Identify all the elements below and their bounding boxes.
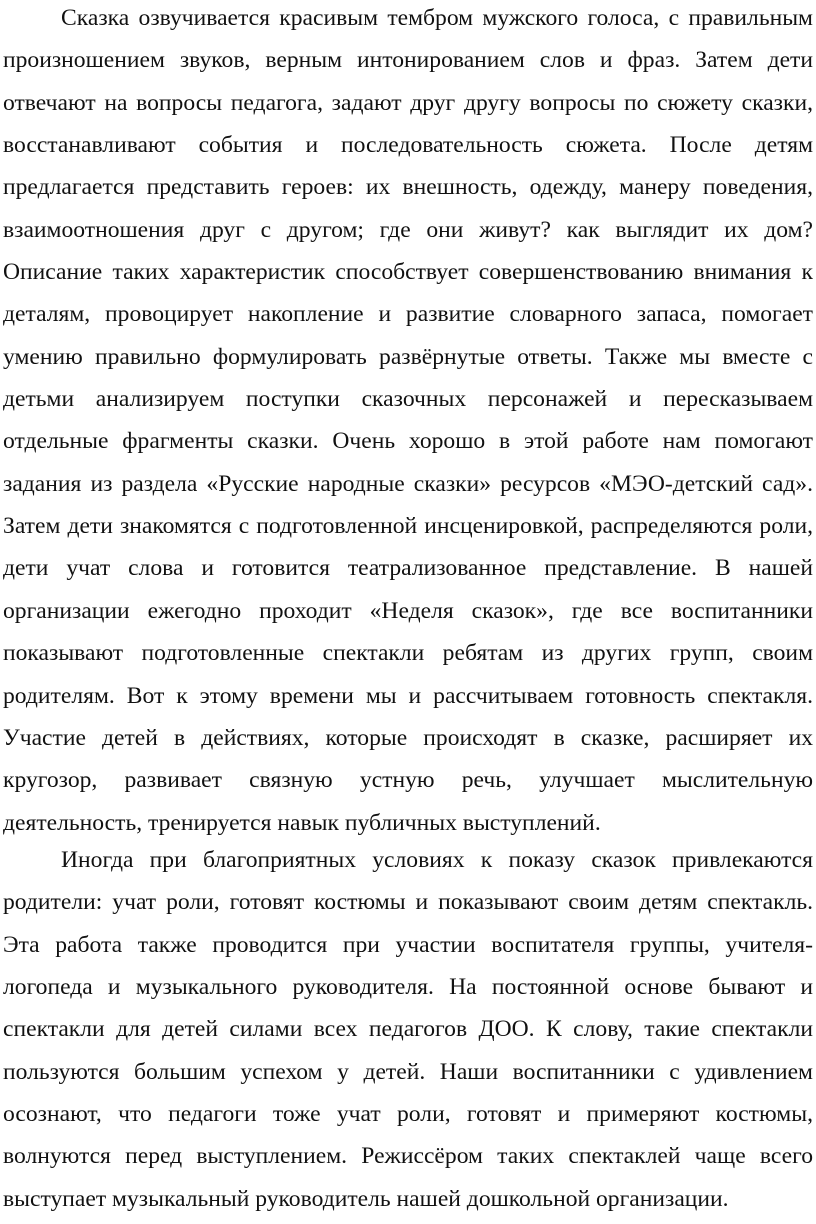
paragraph-fairy-tale-method: Сказка озвучивается красивым тембром мужского голоса, с правильным произношением звуков, верным интонированием слов и фраз. Затем дети отвечают на вопросы педагога, задают друг другу вопросы по сюжету сказки, восстанавливают события и последовательность сюжета. После детям предлагается представить героев: их внешность, одежду, манеру поведения, взаимоотношения друг с другом; где они живут? как выглядит их дом? Описание таких характеристик способствует совершенствованию внимания к деталям, провоцирует накопление и развитие словарного запаса, помогает умению правильно формулировать развёрнутые ответы. Также мы вместе с детьми анализируем поступки сказочных персонажей и пересказываем отдельные фрагменты сказки. Очень хорошо в этой работе нам помогают задания из раздела «Русские народные сказки» ресурсов «МЭО-детский сад». Затем дети знакомятся с подготовленной инсценировкой, распределяются роли, дети учат слова и готовится театрализованное представление. В нашей организации ежегодно проходит «Неделя сказок», где все воспитанники показывают подготовленные спектакли ребятам из других групп, своим родителям. Вот к этому времени мы и рассчитываем готовность спектакля. Участие детей в действиях, которые происходят в сказке, расширяет их кругозор, развивает связную устную речь, улучшает мыслительную деятельность, тренируется навык публичных выступлений.	[3, 5, 813, 836]
paragraph-parents-participation: Иногда при благоприятных условиях к показу сказок привлекаются родители: учат роли, готовят костюмы и показывают своим детям спектакль. Эта работа также проводится при участии воспитателя группы, учителя-логопеда и музыкального руководителя. На постоянной основе бывают и спектакли для детей силами всех педагогов ДОО. К слову, такие спектакли пользуются большим успехом у детей. Наши воспитанники с удивлением осознают, что педагоги тоже учат роли, готовят и примеряют костюмы, волнуются перед выступлением. Режиссёром таких спектаклей чаще всего выступает музыкальный руководитель нашей дошкольной организации.	[3, 847, 813, 1212]
